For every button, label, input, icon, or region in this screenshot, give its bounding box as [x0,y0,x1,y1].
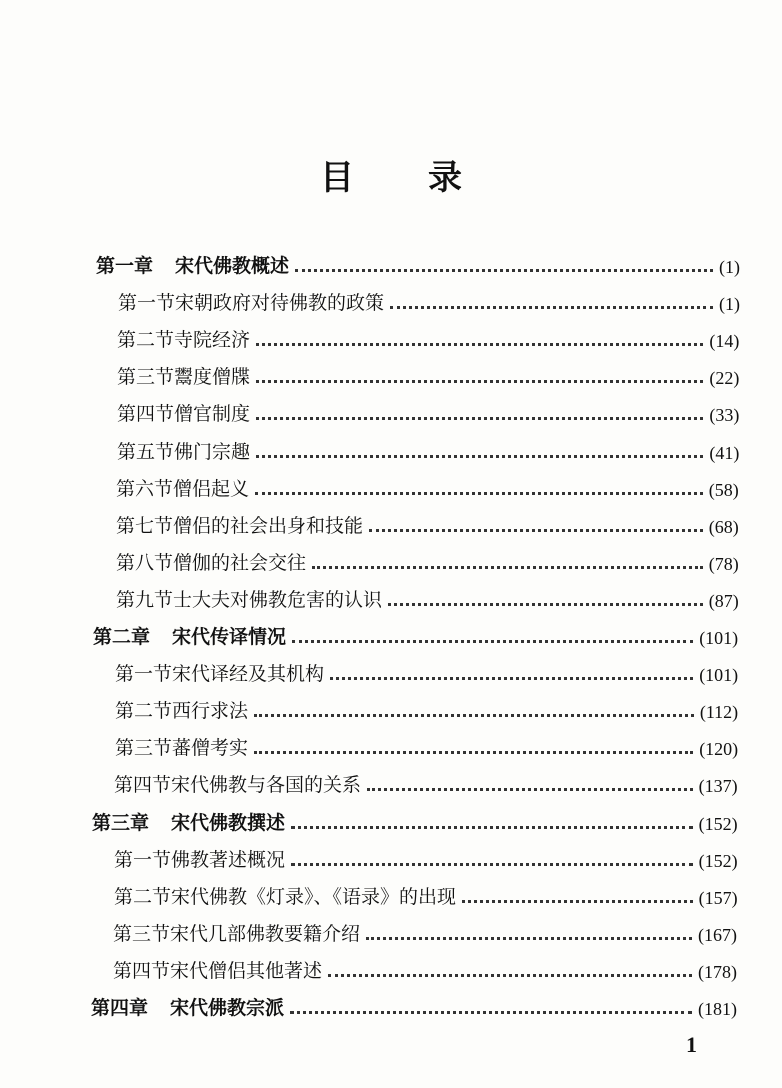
chapter-title: 宋代佛教撰述 [171,812,286,834]
toc-section-row [113,949,737,983]
toc-page-number: (78) [708,554,739,574]
title-char-1: 目 [320,158,354,198]
toc-chapter-label [91,993,284,1020]
toc-section-row [117,355,739,389]
dot-leader [291,826,693,829]
toc-chapter-row [91,986,737,1020]
toc-page-number: (41) [709,443,740,463]
toc-section-row [117,430,739,464]
toc-section-row [117,318,739,352]
toc-section-title: 第二节寺院经济 [117,329,251,351]
dot-leader [366,937,692,940]
toc-section-row [115,689,738,723]
toc-page-number: (68) [708,517,739,537]
toc-page-number: (167) [698,925,737,945]
dot-leader [256,343,703,346]
toc-section-row [115,652,738,686]
toc-page-number: (181) [698,999,737,1019]
dot-leader [254,714,694,717]
toc-page-number: (157) [698,888,738,908]
dot-leader [295,269,713,272]
toc-page-number: (152) [698,814,738,834]
toc-page-number: (1) [719,294,740,314]
dot-leader [254,751,693,754]
toc-chapter-row [96,244,740,278]
toc-chapter-label [93,622,286,649]
toc-page-number: (101) [699,665,739,685]
toc-section-row [117,392,739,426]
chapter-number: 第二章 [93,626,151,648]
dot-leader [462,900,693,903]
toc-section-row [118,281,740,315]
toc-section-row [113,912,737,946]
dot-leader [256,380,703,383]
dot-leader [330,677,693,680]
toc-page-number: (101) [699,628,739,648]
toc-section-row [114,763,738,797]
dot-leader [255,492,703,495]
toc-page-number: (137) [698,776,738,796]
toc-chapter-label [96,251,289,278]
toc-page-number: (112) [699,702,739,722]
page-title [0,150,782,199]
toc-section-row [116,578,739,612]
dot-leader [256,417,703,420]
dot-leader [290,1011,692,1014]
toc-section-row [115,726,738,760]
dot-leader [292,640,693,643]
toc-page-number: (33) [709,405,740,425]
chapter-number: 第三章 [92,812,150,834]
chapter-number: 第一章 [96,255,154,277]
chapter-number: 第四章 [91,997,149,1019]
toc-section-row [116,541,739,575]
toc-section-row [114,838,738,872]
toc-section-title: 第二节宋代佛教《灯录》、《语录》的出现 [114,886,457,908]
chapter-title: 宋代佛教概述 [175,255,290,277]
chapter-title: 宋代佛教宗派 [170,997,285,1019]
toc-section-title: 第六节僧侣起义 [116,478,250,500]
toc-section-title: 第二节西行求法 [115,700,249,722]
toc-section-title: 第一节宋朝政府对待佛教的政策 [118,292,385,314]
toc-section-title: 第三节鬻度僧牒 [117,366,251,388]
toc-section-title: 第一节宋代译经及其机构 [115,663,325,685]
toc-chapter-row [93,615,738,649]
dot-leader [388,603,703,606]
toc-page-number: (58) [708,480,739,500]
toc-page-number: (1) [719,257,740,277]
toc-section-row [116,467,739,501]
toc-section-title: 第三节蕃僧考实 [115,737,249,759]
toc-section-title: 第一节佛教著述概况 [114,849,286,871]
toc-section-title: 第四节僧官制度 [117,403,251,425]
toc-section-title: 第五节佛门宗趣 [117,441,251,463]
toc-page-number: (178) [698,962,737,982]
toc-section-title: 第四节宋代僧侣其他著述 [113,960,323,982]
toc-page-number: (14) [709,331,740,351]
dot-leader [369,529,703,532]
toc-section-title: 第四节宋代佛教与各国的关系 [114,774,362,796]
toc-page-number: (152) [698,851,738,871]
dot-leader [291,863,693,866]
toc-section-title: 第八节僧伽的社会交往 [116,552,307,574]
dot-leader [328,974,692,977]
title-char-2: 录 [428,158,462,198]
dot-leader [390,306,713,309]
toc-page-number: (22) [709,368,740,388]
toc-page-number: (120) [699,739,739,759]
toc-section-title: 第九节士大夫对佛教危害的认识 [116,589,383,611]
dot-leader [312,566,703,569]
dot-leader [256,455,703,458]
toc-section-row [114,875,738,909]
toc-page-number: (87) [708,591,739,611]
page-number: 1 [686,1032,697,1057]
toc-chapter-row [92,801,738,835]
chapter-title: 宋代传译情况 [172,626,287,648]
toc-section-title: 第七节僧侣的社会出身和技能 [116,515,364,537]
toc-section-title: 第三节宋代几部佛教要籍介绍 [113,923,361,945]
dot-leader [367,788,693,791]
toc-chapter-label [92,808,285,835]
toc-section-row [116,504,739,538]
